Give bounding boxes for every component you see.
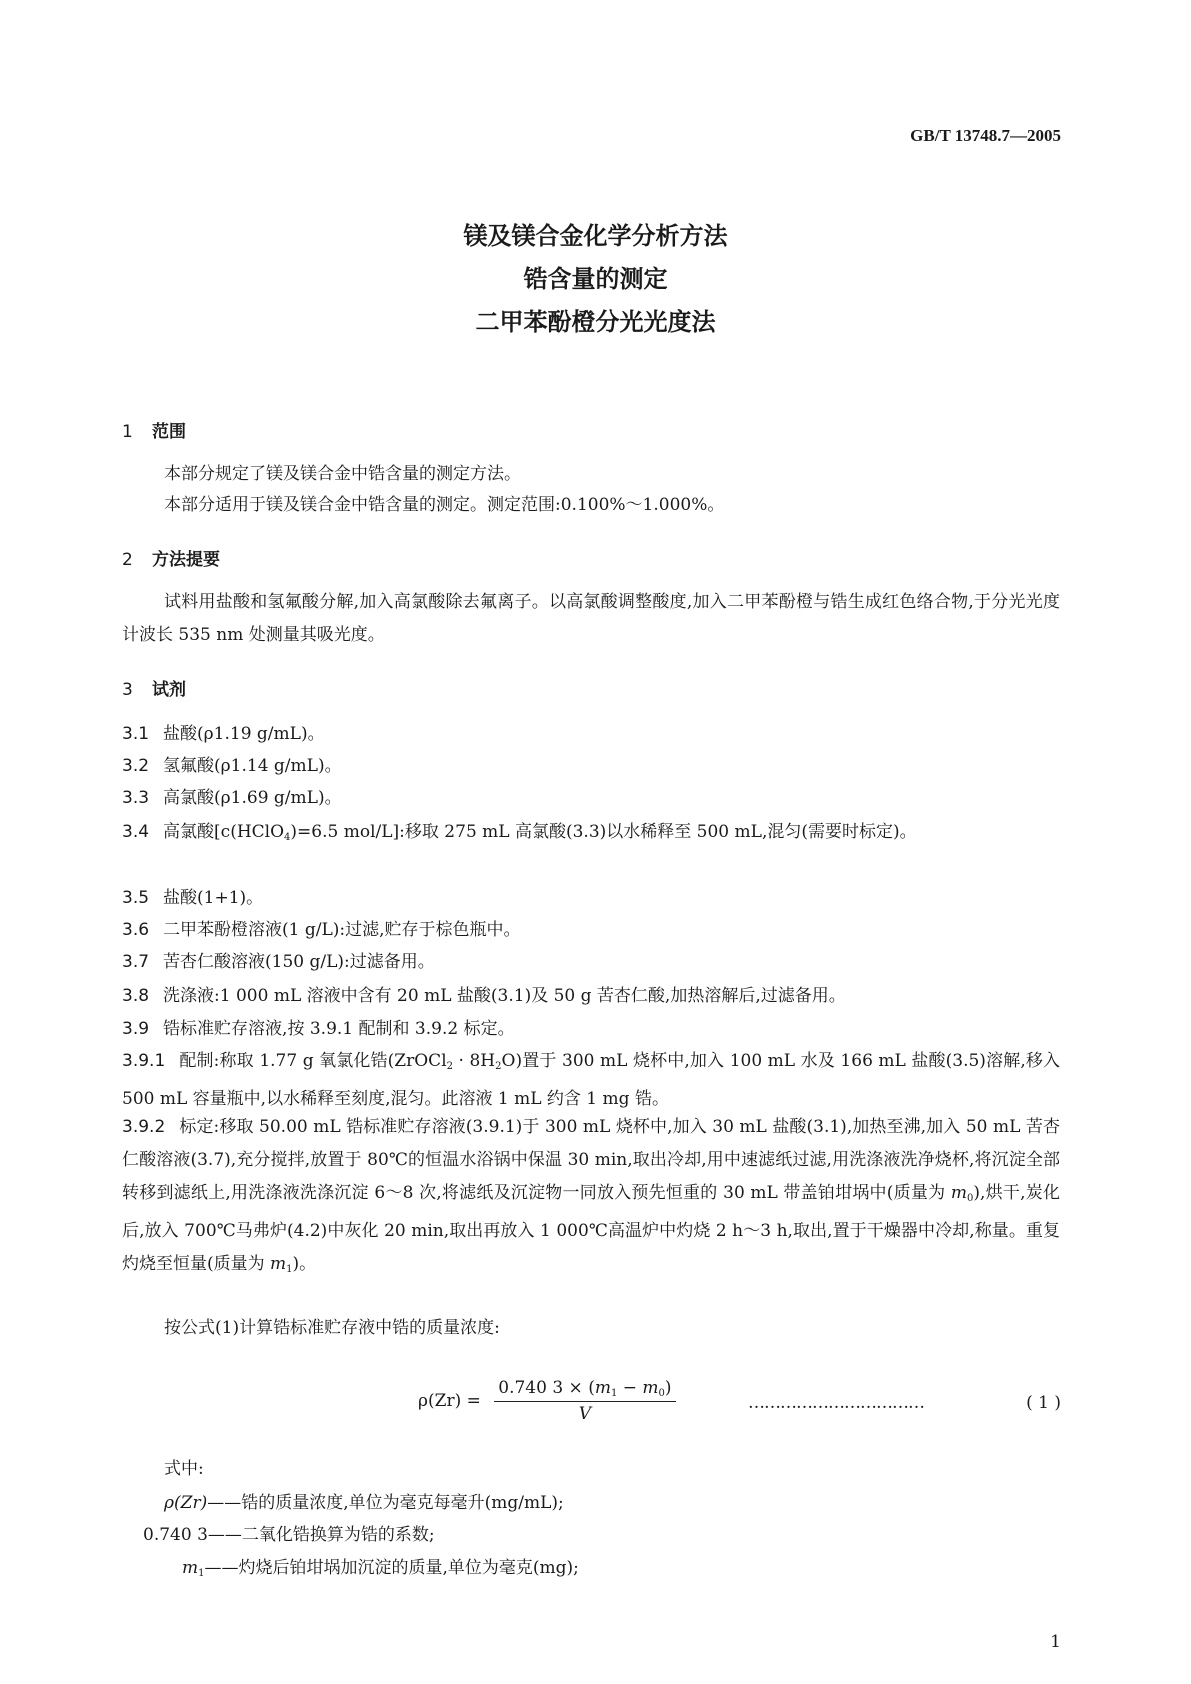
title-line-1: 镁及镁合金化学分析方法 bbox=[463, 222, 728, 250]
section-title: 方法提要 bbox=[152, 550, 220, 570]
formula-fraction bbox=[494, 1378, 675, 1424]
reagent-3-9 bbox=[122, 1013, 1060, 1046]
formula-lhs: ρ(Zr) = bbox=[418, 1391, 481, 1411]
symbol: m bbox=[182, 1558, 199, 1578]
subscript: 0 bbox=[967, 1193, 974, 1204]
reagent-3-1 bbox=[122, 718, 1060, 751]
definition-m1 bbox=[182, 1552, 579, 1590]
item-number: 3.2 bbox=[122, 756, 150, 776]
reagent-3-9-2 bbox=[122, 1111, 1060, 1286]
item-text: )。 bbox=[292, 1254, 317, 1274]
standard-code: GB/T 13748.7—2005 bbox=[910, 126, 1061, 145]
definition-text: ——二氧化锆换算为锆的系数; bbox=[207, 1525, 435, 1545]
item-text: 标定:移取 50.00 mL 锆标准贮存溶液(3.9.1)于 300 mL 烧杯中,加入 30 mL 盐酸(3.1),加热至沸,加入 50 mL 苦杏仁酸溶液(3.7),充分搅拌,放置于 80℃的恒温水浴锅中保温 30 min,取出冷却,用中速滤纸过滤,用洗涤液洗净烧杯,将沉淀全部转移到滤纸上,用洗涤液洗涤沉淀 6～8 次,将滤纸及沉淀物一同放入预先恒重的 30 mL 带盖铂坩埚中(质量为 bbox=[122, 1117, 1060, 1203]
item-number: 3.4 bbox=[122, 822, 150, 842]
page-number: 1 bbox=[1050, 1632, 1061, 1652]
item-number: 3.5 bbox=[122, 888, 150, 908]
definition-text: ——锆的质量浓度,单位为毫克每毫升(mg/mL); bbox=[207, 1493, 564, 1513]
item-number: 3.6 bbox=[122, 920, 150, 940]
reagent-3-9-1 bbox=[122, 1045, 1060, 1116]
subscript: 0 bbox=[658, 1388, 665, 1399]
symbol-m: m bbox=[594, 1378, 611, 1398]
num-part: 0.740 3 × ( bbox=[498, 1378, 595, 1398]
section-title: 范围 bbox=[152, 422, 186, 442]
item-text: 盐酸(1+1)。 bbox=[163, 888, 264, 908]
item-number: 3.9.1 bbox=[122, 1051, 166, 1071]
subscript: 1 bbox=[198, 1568, 205, 1579]
section-number: 1 bbox=[122, 422, 133, 442]
item-text: 苦杏仁酸溶液(150 g/L):过滤备用。 bbox=[163, 952, 435, 972]
subscript: 2 bbox=[446, 1061, 454, 1072]
section-1-heading bbox=[122, 417, 186, 442]
symbol: ρ(Zr) bbox=[164, 1493, 208, 1513]
scope-para-1: 本部分规定了镁及镁合金中锆含量的测定方法。 bbox=[164, 464, 521, 484]
reagent-3-4 bbox=[122, 816, 1060, 854]
section-number: 2 bbox=[122, 550, 133, 570]
equation-number: ( 1 ) bbox=[1026, 1393, 1061, 1413]
item-number: 3.8 bbox=[122, 986, 150, 1006]
section-2-heading bbox=[122, 545, 220, 570]
reagent-3-5 bbox=[122, 882, 1060, 915]
reagent-3-8 bbox=[122, 980, 1060, 1013]
definition-rho bbox=[164, 1487, 564, 1520]
minus: − bbox=[617, 1378, 643, 1398]
reagent-3-2 bbox=[122, 750, 1060, 783]
item-number: 3.9 bbox=[122, 1019, 150, 1039]
where-label: 式中: bbox=[164, 1459, 204, 1479]
principle-para: 试料用盐酸和氢氟酸分解,加入高氯酸除去氟离子。以高氯酸调整酸度,加入二甲苯酚橙与锆生成红色络合物,于分光光度计波长 535 nm 处测量其吸光度。 bbox=[122, 592, 1060, 645]
item-number: 3.7 bbox=[122, 952, 150, 972]
numerator bbox=[494, 1378, 675, 1402]
definition-coefficient bbox=[143, 1519, 435, 1552]
item-text: 洗涤液:1 000 mL 溶液中含有 20 mL 盐酸(3.1)及 50 g 苦杏仁酸,加热溶解后,过滤备用。 bbox=[163, 986, 846, 1006]
item-text: · 8H bbox=[453, 1051, 496, 1071]
item-text: 配制:称取 1.77 g 氧氯化锆(ZrOCl bbox=[179, 1051, 447, 1071]
title-line-2: 锆含量的测定 bbox=[523, 265, 668, 293]
item-text: 二甲苯酚橙溶液(1 g/L):过滤,贮存于棕色瓶中。 bbox=[163, 920, 521, 940]
scope-para-2: 本部分适用于镁及镁合金中锆含量的测定。测定范围:0.100%～1.000%。 bbox=[164, 495, 725, 515]
item-text: O)置于 300 mL 烧杯中,加入 100 mL 水及 166 mL 盐酸(3.5)溶解,移入 500 mL 容量瓶中,以水稀释至刻度,混匀。此溶液 1 mL 约含 1 mg 锆。 bbox=[122, 1051, 1061, 1109]
item-text: 高氯酸(ρ1.69 g/mL)。 bbox=[163, 788, 342, 808]
item-text: ),烘干,炭化后,放入 700℃马弗炉(4.2)中灰化 20 min,取出再放入 1 000℃高温炉中灼烧 2 h～3 h,取出,置于干燥器中冷却,称量。重复灼烧至恒量(质量为 bbox=[122, 1183, 1060, 1274]
item-text: )=6.5 mol/L]:移取 275 mL 高氯酸(3.3)以水稀释至 500 mL,混匀(需要时标定)。 bbox=[290, 822, 917, 842]
formula-leader-dots: …………………………… bbox=[748, 1393, 924, 1413]
subscript: 2 bbox=[495, 1061, 502, 1072]
item-number: 3.9.2 bbox=[122, 1117, 166, 1137]
reagent-3-3 bbox=[122, 782, 1060, 815]
definition-text: ——灼烧后铂坩埚加沉淀的质量,单位为毫克(mg); bbox=[204, 1558, 579, 1578]
section-number: 3 bbox=[122, 680, 133, 700]
reagent-3-6 bbox=[122, 914, 1060, 947]
denominator: V bbox=[578, 1404, 592, 1424]
symbol-m: m bbox=[642, 1378, 659, 1398]
subscript: 1 bbox=[610, 1388, 618, 1399]
formula-1 bbox=[418, 1378, 676, 1424]
symbol: 0.740 3 bbox=[143, 1525, 208, 1545]
symbol-m: m bbox=[950, 1183, 968, 1203]
item-number: 3.3 bbox=[122, 788, 150, 808]
item-text: 氢氟酸(ρ1.14 g/mL)。 bbox=[163, 756, 342, 776]
num-part: ) bbox=[664, 1378, 672, 1398]
title-line-3: 二甲苯酚橙分光光度法 bbox=[475, 308, 716, 336]
subscript: 4 bbox=[284, 832, 291, 843]
item-text: 盐酸(ρ1.19 g/mL)。 bbox=[163, 724, 325, 744]
item-text: 高氯酸[c(HClO bbox=[163, 822, 285, 842]
subscript: 1 bbox=[286, 1264, 293, 1275]
calc-intro: 按公式(1)计算锆标准贮存液中锆的质量浓度: bbox=[164, 1318, 500, 1338]
reagent-3-7 bbox=[122, 946, 1060, 979]
section-3-heading bbox=[122, 675, 186, 700]
item-text: 锆标准贮存溶液,按 3.9.1 配制和 3.9.2 标定。 bbox=[163, 1019, 515, 1039]
section-title: 试剂 bbox=[152, 680, 186, 700]
item-number: 3.1 bbox=[122, 724, 150, 744]
symbol-m: m bbox=[270, 1254, 287, 1274]
